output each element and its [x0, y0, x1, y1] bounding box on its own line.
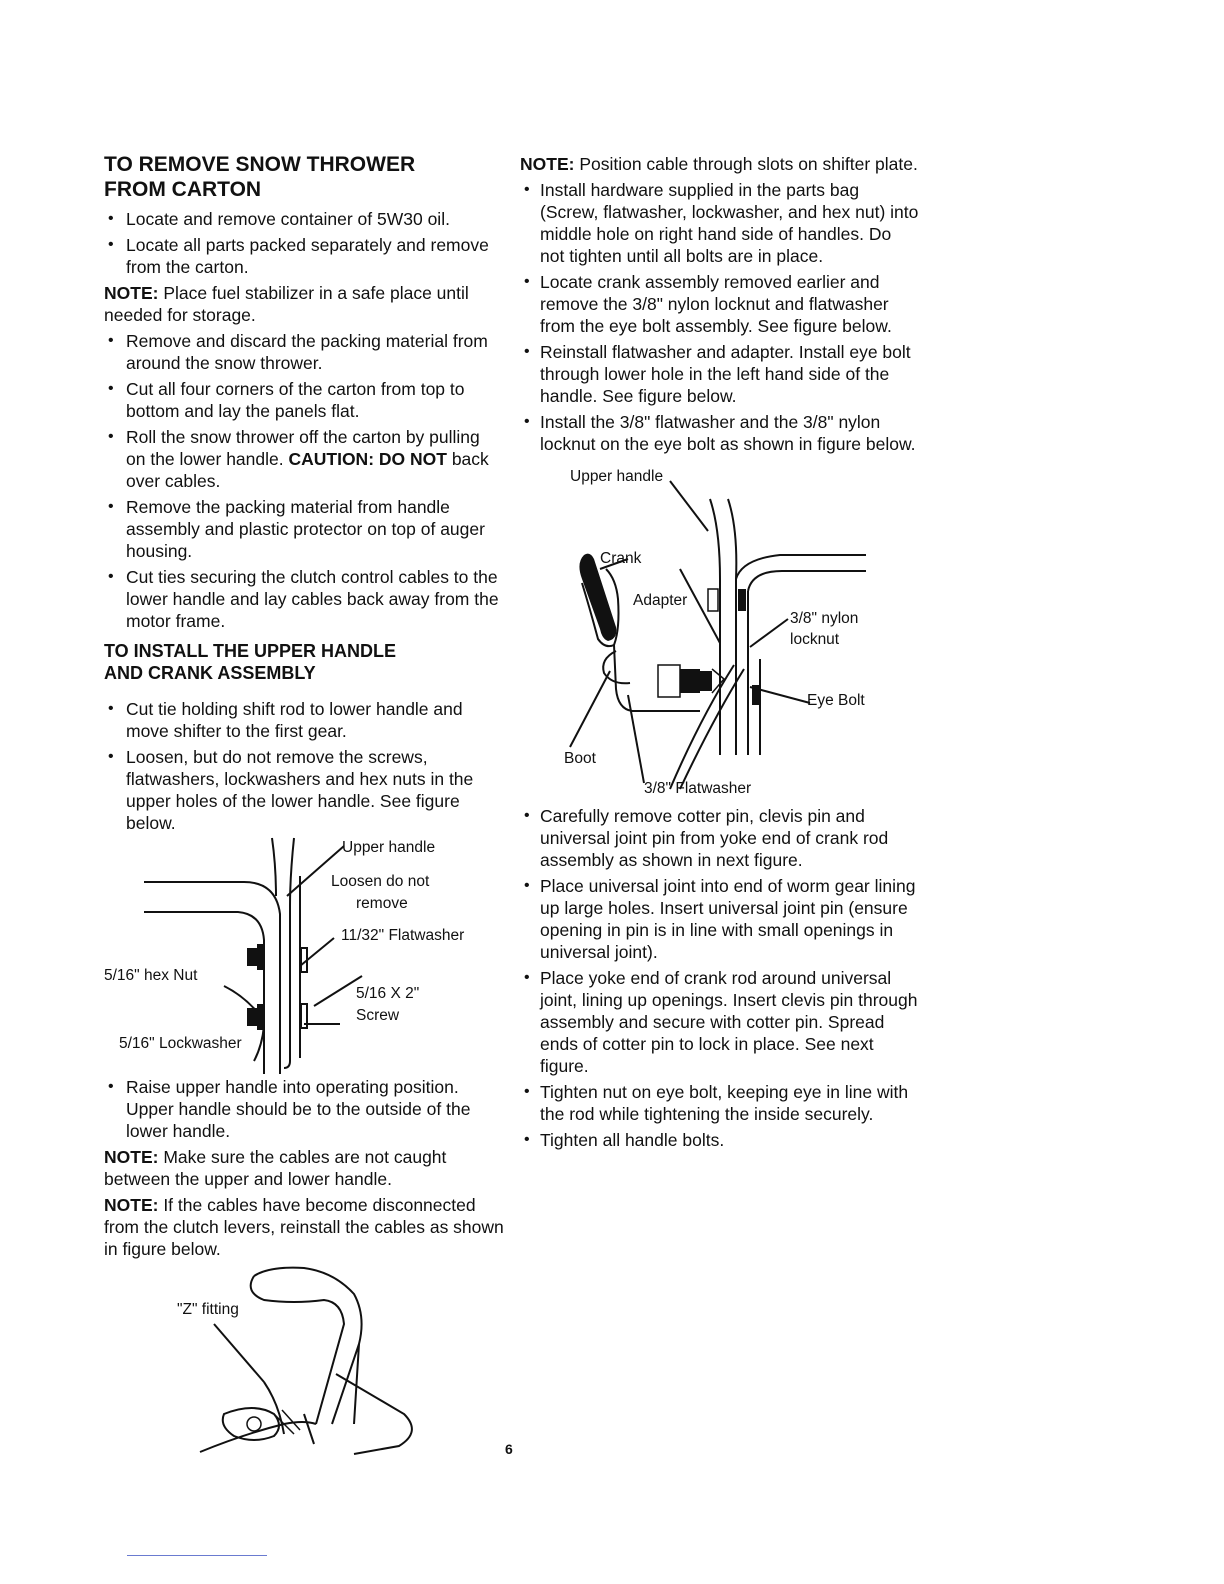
label-adapter: Adapter: [633, 592, 688, 609]
label-hex-nut: 5/16" hex Nut: [104, 967, 198, 984]
crank-steps-list-2: [520, 805, 920, 1151]
remove-steps-list-1: [104, 208, 504, 278]
list-item: • Install the 3/8" flatwasher and the 3/8" nylon locknut on the eye bolt as shown in figure below.: [520, 411, 920, 455]
label-upper-handle: Upper handle: [342, 839, 436, 856]
left-column: [104, 152, 504, 1464]
note-cable-slots: [520, 153, 920, 175]
label-boot: Boot: [564, 750, 596, 767]
list-item: • Cut tie holding shift rod to lower handle and move shifter to the first gear.: [104, 698, 504, 742]
bottom-rule: [127, 1555, 267, 1556]
remove-steps-list-2: [104, 330, 504, 632]
z-fitting-illustration: [104, 1264, 504, 1464]
label-lockwasher: 5/16" Lockwasher: [119, 1035, 242, 1052]
label-screw-line1: 5/16 X 2": [356, 985, 420, 1002]
note-label: NOTE:: [104, 1195, 159, 1215]
list-item: • Carefully remove cotter pin, clevis pin and universal joint pin from yoke end of crank rod assembly as shown in next figure.: [520, 805, 920, 871]
figure-crank-assembly: [520, 459, 920, 799]
note-label: NOTE:: [104, 1147, 159, 1167]
list-item: • Remove the packing material from handle assembly and plastic protector on top of auger housing.: [104, 496, 504, 562]
crank-steps-list-1: [520, 179, 920, 455]
list-item: • Place universal joint into end of worm gear lining up large holes. Insert universal joint pin (ensure opening in pin is in line with small openings in universal joint).: [520, 875, 920, 963]
roll-text: Roll the snow thrower off the carton by pulling on the lower handle.: [126, 427, 480, 469]
label-crank: Crank: [600, 550, 642, 567]
label-flatwasher: 3/8" Flatwasher: [644, 780, 752, 797]
note-label: NOTE:: [520, 154, 575, 174]
note-text: Make sure the cables are not caught between the upper and lower handle.: [104, 1147, 447, 1189]
label-loosen-line2: remove: [356, 895, 408, 912]
remove-heading-line2: FROM CARTON: [104, 178, 262, 201]
label-upper-handle: Upper handle: [570, 468, 664, 485]
roll-text-end: back over cables.: [126, 449, 489, 491]
remove-heading-line1: TO REMOVE SNOW THROWER: [104, 153, 416, 176]
label-eye-bolt: Eye Bolt: [807, 692, 865, 709]
right-column: [520, 153, 920, 1155]
install-heading-line2: AND CRANK ASSEMBLY: [104, 663, 316, 683]
note-fuel-stabilizer: [104, 282, 504, 326]
list-item: • Locate all parts packed separately and remove from the carton.: [104, 234, 504, 278]
label-nylon-line2: locknut: [790, 631, 840, 648]
list-item-roll: [104, 426, 504, 492]
note-label: NOTE:: [104, 283, 159, 303]
label-screw-line2: Screw: [356, 1007, 400, 1024]
page-number: 6: [505, 1441, 513, 1457]
list-item: • Cut ties securing the clutch control cables to the lower handle and lay cables back away from the motor frame.: [104, 566, 504, 632]
install-heading-line1: TO INSTALL THE UPPER HANDLE: [104, 641, 397, 661]
figure-handle-bolts: [104, 836, 504, 1074]
list-item: • Locate crank assembly removed earlier and remove the 3/8" nylon locknut and flatwasher from the eye bolt assembly. See figure below.: [520, 271, 920, 337]
list-item: • Loosen, but do not remove the screws, flatwashers, lockwashers and hex nuts in the upper holes of the lower handle. See figure below.: [104, 746, 504, 834]
list-item: • Tighten nut on eye bolt, keeping eye in line with the rod while tightening the inside securely.: [520, 1081, 920, 1125]
list-item: • Locate and remove container of 5W30 oil.: [104, 208, 504, 230]
install-steps-list-2: [104, 1076, 504, 1142]
note-cables-disconnected: [104, 1194, 504, 1260]
list-item: • Reinstall flatwasher and adapter. Install eye bolt through lower hole in the left hand side of the handle. See figure below.: [520, 341, 920, 407]
note-text: Place fuel stabilizer in a safe place until needed for storage.: [104, 283, 469, 325]
list-item: • Tighten all handle bolts.: [520, 1129, 920, 1151]
install-heading: [104, 640, 504, 684]
label-flatwasher: 11/32" Flatwasher: [341, 927, 465, 944]
note-cables-caught: [104, 1146, 504, 1190]
list-item: • Install hardware supplied in the parts bag (Screw, flatwasher, lockwasher, and hex nut) into middle hole on right hand side of handles. Do not tighten until all bolts are in place.: [520, 179, 920, 267]
note-text: Position cable through slots on shifter plate.: [574, 154, 918, 174]
label-z-fitting: "Z" fitting: [177, 1301, 239, 1318]
label-loosen-line1: Loosen do not: [331, 873, 430, 890]
remove-heading: [104, 152, 504, 202]
figure-z-fitting: [104, 1264, 504, 1464]
caution-text: CAUTION: DO NOT: [288, 449, 447, 469]
install-steps-list-1: [104, 698, 504, 834]
list-item: • Remove and discard the packing material from around the snow thrower.: [104, 330, 504, 374]
crank-assembly-illustration: [520, 459, 920, 799]
label-nylon-line1: 3/8" nylon: [790, 610, 859, 627]
list-item: • Cut all four corners of the carton from top to bottom and lay the panels flat.: [104, 378, 504, 422]
note-text: If the cables have become disconnected from the clutch levers, reinstall the cables as shown in figure below.: [104, 1195, 504, 1259]
list-item: • Place yoke end of crank rod around universal joint, lining up openings. Insert clevis pin through assembly and secure with cotter pin. Spread ends of cotter pin to lock in place. See next figure.: [520, 967, 920, 1077]
list-item: • Raise upper handle into operating position. Upper handle should be to the outside of the lower handle.: [104, 1076, 504, 1142]
